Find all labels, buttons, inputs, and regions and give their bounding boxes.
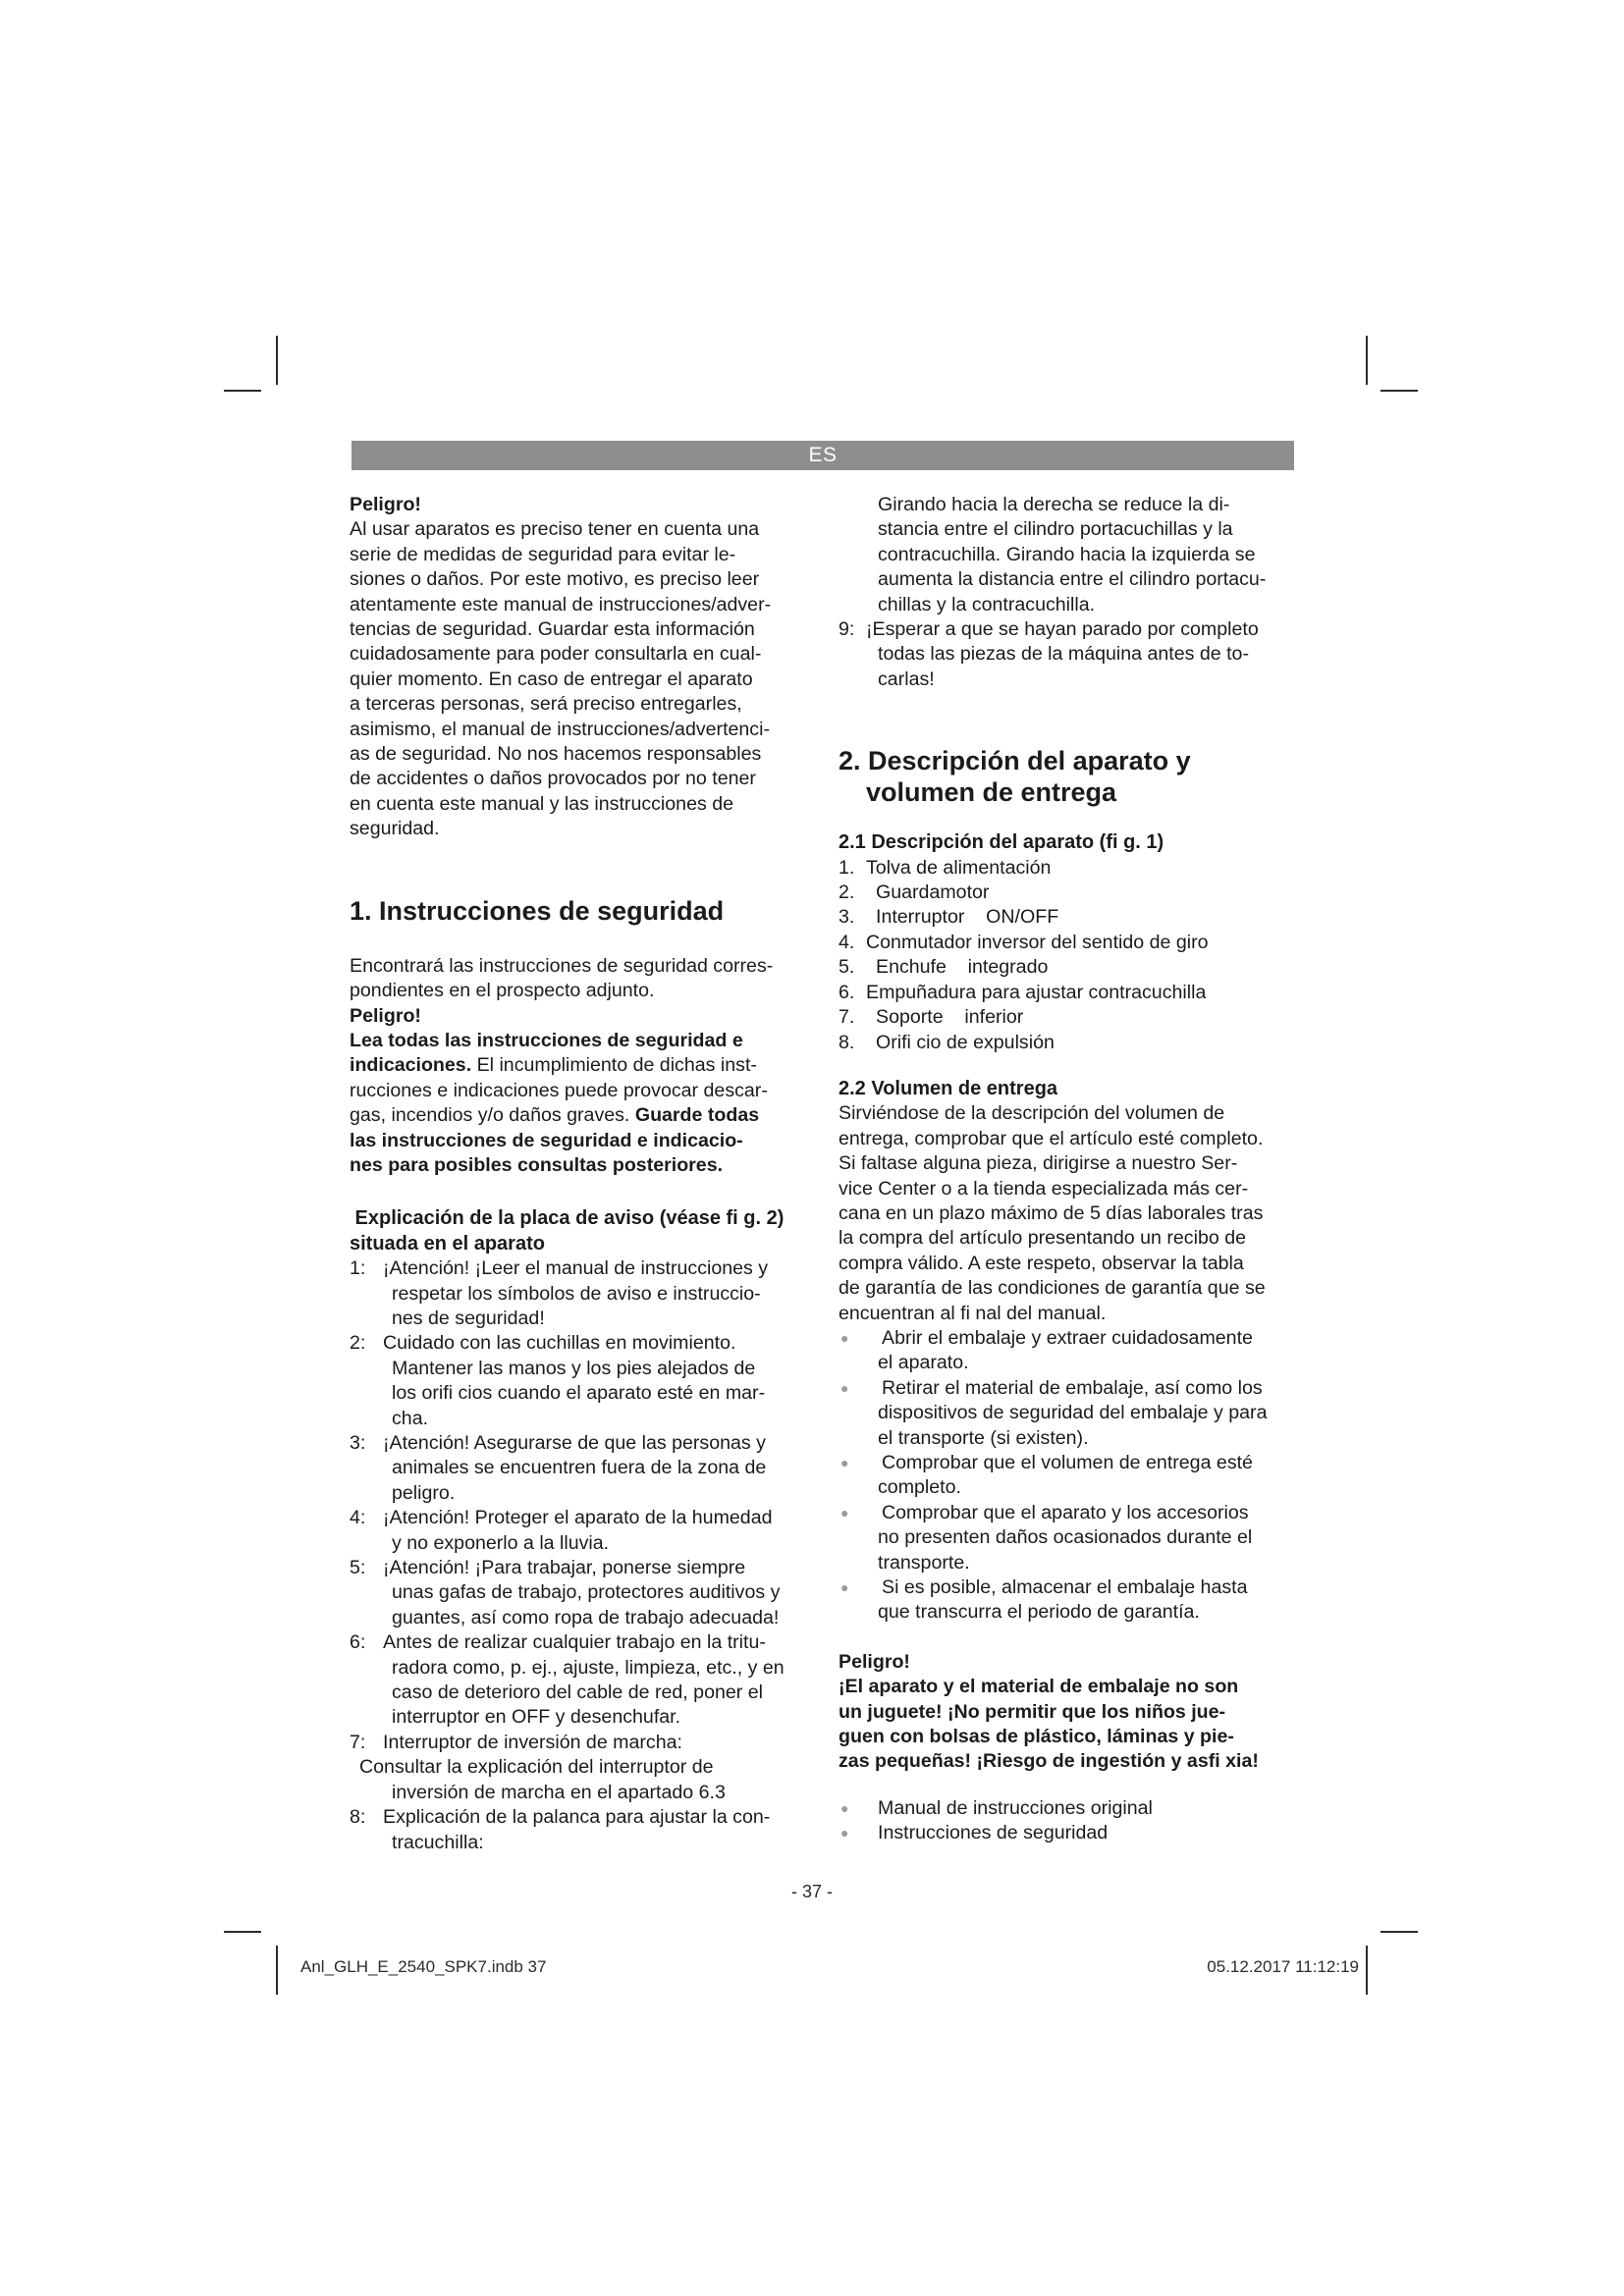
text-line: animales se encuentren fuera de la zona de — [392, 1457, 767, 1479]
list-item — [839, 1326, 1300, 1376]
item-label: Soporte inferior — [876, 1006, 1024, 1029]
item-label: Orifi cio de expulsión — [876, 1031, 1055, 1053]
list-item — [350, 1805, 821, 1855]
text-line: chillas y la contracuchilla. — [878, 593, 1096, 615]
text-line: nes de seguridad! — [392, 1307, 545, 1329]
item-text: Manual de instrucciones original — [878, 1796, 1153, 1819]
bullet-icon: ● — [840, 1504, 849, 1521]
text-line: y no exponerlo a la lluvia. — [392, 1531, 610, 1554]
text-line: Consultar la explicación del interruptor de — [359, 1756, 714, 1779]
delivery-paragraph — [839, 1101, 1300, 1326]
danger-paragraph — [350, 517, 821, 841]
item-number: 9: — [839, 618, 855, 641]
text-line: cha. — [392, 1407, 429, 1429]
text-line: zas pequeñas! ¡Riesgo de ingestión y asfi xia! — [839, 1750, 1259, 1773]
list-item — [839, 1031, 1300, 1055]
text-line: Mantener las manos y los pies alejados de — [392, 1357, 756, 1379]
list-item — [839, 1376, 1300, 1451]
item-number: 3. — [839, 906, 855, 929]
list-item — [839, 856, 1300, 881]
text-line: guen con bolsas de plástico, láminas y pie- — [839, 1726, 1234, 1748]
bold-text: indicaciones. — [350, 1054, 472, 1077]
text-line: siones o daños. Por este motivo, es preciso leer — [350, 568, 760, 591]
item-number: 5. — [839, 956, 855, 979]
item-text — [878, 1376, 1300, 1451]
text-line: dispositivos de seguridad del embalaje y para — [878, 1402, 1268, 1424]
text-line: nes para posibles consultas posteriores. — [350, 1153, 724, 1176]
text-line: Cuidado con las cuchillas en movimiento. — [383, 1332, 736, 1355]
text: gas, incendios y/o daños graves. — [350, 1104, 635, 1127]
text-line: que transcurra el periodo de garantía. — [878, 1601, 1200, 1624]
text-line: vice Center o a la tienda especializada más cer- — [839, 1177, 1249, 1200]
item-number: 6: — [350, 1631, 366, 1654]
text-line: seguridad. — [350, 818, 440, 840]
item-number: 4. — [839, 931, 855, 953]
text-line: serie de medidas de seguridad para evitar le- — [350, 543, 736, 565]
item-number: 3: — [350, 1432, 366, 1454]
list-item — [839, 955, 1300, 980]
language-header-bar: ES — [352, 441, 1294, 470]
list-item — [350, 1556, 821, 1630]
section-1-title: 1. Instrucciones de seguridad — [350, 895, 725, 926]
list-item — [350, 1630, 821, 1731]
text-line: Antes de realizar cualquier trabajo en la tritu- — [383, 1631, 766, 1654]
page-number: - 37 - — [790, 1882, 833, 1901]
item-text: Instrucciones de seguridad — [878, 1822, 1109, 1844]
text-line: ¡El aparato y el material de embalaje no son — [839, 1676, 1239, 1698]
text-line: asimismo, el manual de instrucciones/advertenci- — [350, 718, 770, 740]
crop-mark — [276, 336, 278, 385]
item-number: 7. — [839, 1006, 855, 1029]
text-line: Comprobar que el volumen de entrega esté — [882, 1452, 1253, 1473]
text-line: Abrir el embalaje y extraer cuidadosamente — [882, 1326, 1253, 1349]
text-line: carlas! — [878, 667, 935, 690]
section-2-title — [839, 745, 1300, 808]
item-text — [377, 1256, 821, 1331]
item-number: 6. — [839, 981, 855, 1003]
list-item — [839, 905, 1300, 930]
item-number: 2. — [839, 881, 855, 904]
text-line: Explicación de la palanca para ajustar la con- — [383, 1806, 771, 1829]
text-line: la compra del artículo presentando un recibo de — [839, 1227, 1246, 1250]
text-line: Retirar el material de embalaje, así como los — [882, 1376, 1263, 1399]
crop-mark — [1380, 1931, 1418, 1933]
text-line: los orifi cios cuando el aparato esté en mar- — [392, 1382, 766, 1405]
text-line: compra válido. A este respeto, observar la tabla — [839, 1252, 1244, 1274]
text-line: quier momento. En caso de entregar el aparato — [350, 667, 753, 690]
text-line: las instrucciones de seguridad e indicacio- — [350, 1129, 743, 1151]
text-line: Girando hacia la derecha se reduce la di- — [878, 494, 1230, 515]
text-line: Si es posible, almacenar el embalaje hasta — [882, 1576, 1248, 1599]
text-line: 2. Descripción del aparato y — [839, 746, 1191, 776]
list-item — [839, 1005, 1300, 1030]
text-line — [350, 1103, 821, 1128]
bullet-icon: ● — [840, 1825, 849, 1842]
warning-plate-list — [350, 1256, 821, 1855]
text-line: completo. — [878, 1476, 961, 1499]
item-text — [878, 1326, 1300, 1376]
text-line: no presenten daños ocasionados durante el — [878, 1526, 1253, 1549]
item-number: 2: — [350, 1332, 366, 1355]
right-column — [839, 493, 1300, 1846]
item-label: Tolva de alimentación — [866, 856, 1052, 879]
text-line: ¡Esperar a que se hayan parado por completo — [866, 618, 1259, 641]
item-label: Empuñadura para ajustar contracuchilla — [866, 981, 1207, 1003]
item-label: Conmutador inversor del sentido de giro — [866, 931, 1209, 953]
text-line: cana en un plazo máximo de 5 días laborales tras — [839, 1201, 1264, 1224]
text-line: tencias de seguridad. Guardar esta información — [350, 618, 755, 641]
delivery-checklist — [839, 1326, 1300, 1626]
list-item — [350, 1506, 821, 1556]
item-text — [377, 1331, 821, 1431]
list-item — [839, 1821, 1300, 1845]
text-line: Comprobar que el aparato y los accesorios — [882, 1501, 1249, 1523]
text-line: Sirviéndose de la descripción del volumen de — [839, 1102, 1225, 1125]
item-number: 8: — [350, 1806, 366, 1829]
list-item — [839, 1575, 1300, 1626]
item-text — [377, 1556, 821, 1630]
text-line: peligro. — [392, 1481, 456, 1504]
text-line: inversión de marcha en el apartado 6.3 — [392, 1781, 726, 1803]
bullet-icon: ● — [840, 1455, 849, 1470]
danger-heading: Peligro! — [350, 494, 421, 515]
crop-mark — [1366, 1946, 1368, 1995]
text: El incumplimiento de dichas inst- — [471, 1054, 757, 1077]
text-line: tracuchilla: — [392, 1831, 484, 1853]
continuation-paragraph — [839, 493, 1300, 617]
text-line: situada en el aparato — [350, 1232, 545, 1255]
list-item — [839, 981, 1300, 1005]
list-item — [350, 1731, 821, 1755]
item-number: 7: — [350, 1731, 366, 1753]
list-item — [839, 1501, 1300, 1575]
bullet-icon: ● — [840, 1379, 849, 1396]
danger-heading-3: Peligro! — [839, 1650, 910, 1673]
list-item — [350, 1256, 821, 1331]
item-text — [878, 1501, 1300, 1575]
text-line: radora como, p. ej., ajuste, limpieza, etc., y en — [392, 1656, 785, 1679]
text-line: stancia entre el cilindro portacuchillas y la — [878, 518, 1233, 541]
text-line: as de seguridad. No nos hacemos responsables — [350, 743, 762, 766]
text-line: ¡Atención! ¡Leer el manual de instrucciones y — [383, 1257, 769, 1280]
text-line: Si faltase alguna pieza, dirigirse a nuestro Ser- — [839, 1152, 1238, 1175]
item-text — [377, 1805, 821, 1855]
text-line: todas las piezas de la máquina antes de to- — [878, 643, 1249, 666]
text-line: Interruptor de inversión de marcha: — [383, 1731, 682, 1753]
text-line: cuidadosamente para poder consultarla en cual- — [350, 643, 762, 666]
text-line: el aparato. — [878, 1352, 969, 1374]
crop-mark — [276, 1946, 278, 1995]
text-line: Encontrará las instrucciones de seguridad corres- — [350, 954, 774, 977]
footer-datetime: 05.12.2017 11:12:19 — [1207, 1957, 1359, 1976]
text-line: atentamente este manual de instrucciones/adver- — [350, 593, 772, 615]
item-number: 4: — [350, 1507, 366, 1529]
text-line: respetar los símbolos de aviso e instruccio- — [392, 1282, 761, 1305]
text-line: aumenta la distancia entre el cilindro portacu- — [878, 568, 1267, 591]
text-line: guantes, así como ropa de trabajo adecuada! — [392, 1606, 780, 1629]
item-text — [878, 1451, 1300, 1501]
text-line: pondientes en el prospecto adjunto. — [350, 980, 655, 1002]
footer-filename: Anl_GLH_E_2540_SPK7.indb 37 — [300, 1957, 547, 1976]
item-text — [866, 617, 1300, 692]
list-item — [839, 931, 1300, 955]
subsection-2-2-title: 2.2 Volumen de entrega — [839, 1077, 1058, 1099]
list-item — [839, 617, 1300, 692]
text-line: de accidentes o daños provocados por no tener — [350, 768, 756, 790]
included-documents-list — [839, 1796, 1300, 1846]
text-line: rucciones e indicaciones puede provocar descar- — [350, 1079, 768, 1101]
text-line: caso de deterioro del cable de red, poner el — [392, 1682, 763, 1704]
bullet-icon: ● — [840, 1579, 849, 1596]
item-text — [377, 1431, 821, 1506]
crop-mark — [1380, 390, 1418, 392]
text-line: de garantía de las condiciones de garantía que se — [839, 1277, 1266, 1300]
bold-text: Guarde todas — [634, 1104, 760, 1127]
list-item — [350, 1331, 821, 1431]
text-line: volumen de entrega — [866, 777, 1117, 808]
item-label: Enchufe integrado — [876, 956, 1049, 979]
crop-mark — [224, 390, 261, 392]
safety-warning-paragraph — [350, 1029, 821, 1178]
list-item — [350, 1431, 821, 1506]
list-item — [839, 881, 1300, 905]
item-label: Interruptor ON/OFF — [876, 906, 1059, 929]
item-text — [377, 1506, 821, 1556]
bullet-icon: ● — [840, 1329, 849, 1346]
list-item — [839, 1796, 1300, 1821]
intro-paragraph — [350, 954, 821, 1004]
warning-plate-heading — [350, 1206, 821, 1256]
text-line: interruptor en OFF y desenchufar. — [392, 1706, 681, 1729]
text-line: el transporte (si existen). — [878, 1426, 1089, 1449]
text-line: Al usar aparatos es preciso tener en cuenta una — [350, 518, 760, 541]
bullet-icon: ● — [840, 1799, 849, 1816]
item-number: 1: — [350, 1257, 366, 1280]
item-number: 1. — [839, 856, 855, 879]
danger-heading-2: Peligro! — [350, 1004, 421, 1027]
text-line: encuentran al fi nal del manual. — [839, 1302, 1107, 1324]
item-text — [377, 1731, 821, 1755]
text-line: entrega, comprobar que el artículo esté completo. — [839, 1127, 1264, 1149]
subsection-2-1-title: 2.1 Descripción del aparato (fi g. 1) — [839, 831, 1164, 854]
text-line: en cuenta este manual y las instrucciones de — [350, 792, 734, 815]
text-line: transporte. — [878, 1551, 970, 1574]
text-line: contracuchilla. Girando hacia la izquierda se — [878, 543, 1256, 565]
text-line: Explicación de la placa de aviso (véase fi g. 2) — [350, 1207, 785, 1230]
text-line: ¡Atención! Proteger el aparato de la humedad — [383, 1507, 773, 1529]
text-line: ¡Atención! Asegurarse de que las personas y — [383, 1432, 766, 1454]
parts-list — [839, 856, 1300, 1055]
text-line: a terceras personas, será preciso entregarles, — [350, 693, 742, 716]
list-item — [839, 1451, 1300, 1501]
item-number: 8. — [839, 1031, 855, 1053]
text-line: unas gafas de trabajo, protectores auditivos y — [392, 1581, 781, 1604]
crop-mark — [1366, 336, 1368, 385]
text-line — [350, 1053, 821, 1078]
crop-mark — [224, 1931, 261, 1933]
item-text — [878, 1575, 1300, 1626]
text-line: un juguete! ¡No permitir que los niños jue- — [839, 1700, 1226, 1723]
left-column — [350, 493, 821, 1855]
item-text — [377, 1630, 821, 1731]
text-line: ¡Atención! ¡Para trabajar, ponerse siempre — [383, 1557, 746, 1579]
item-label: Guardamotor — [876, 881, 990, 904]
item-number: 5: — [350, 1557, 366, 1579]
text-line: Lea todas las instrucciones de seguridad e — [350, 1029, 743, 1051]
packaging-warning — [839, 1675, 1300, 1775]
